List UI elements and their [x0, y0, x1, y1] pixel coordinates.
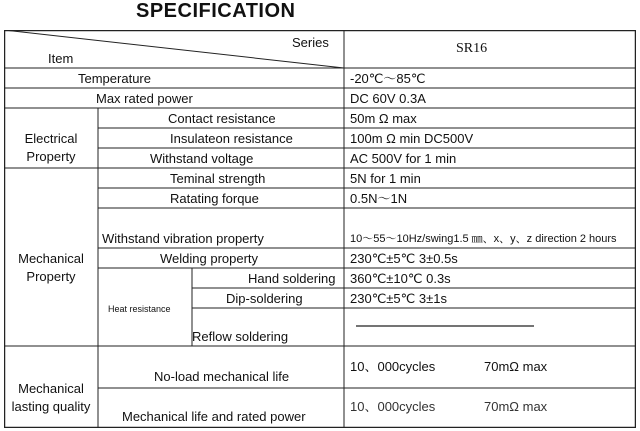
withstand-voltage-label: Withstand voltage [150, 151, 254, 166]
mechanical-group-label: Mechanical Property [18, 251, 84, 284]
rated-power-life-label: Mechanical life and rated power [122, 409, 306, 424]
welding-label: Welding property [160, 251, 259, 266]
hand-soldering-value: 360℃±10℃ 0.3s [350, 271, 451, 286]
reflow-soldering-label: Reflow soldering [192, 329, 289, 344]
insulation-resistance-label: Insulateon resistance [170, 131, 293, 146]
terminal-strength-label: Teminal strength [170, 171, 266, 186]
withstand-voltage-value: AC 500V for 1 min [350, 151, 457, 166]
insulation-resistance-value: 100m Ω min DC500V [350, 131, 474, 146]
temperature-value: -20℃～85℃ [350, 71, 426, 86]
contact-resistance-label: Contact resistance [168, 111, 276, 126]
contact-resistance-value: 50m Ω max [350, 111, 417, 126]
no-load-life-label: No-load mechanical life [154, 369, 290, 384]
hand-soldering-label: Hand soldering [248, 271, 336, 286]
vibration-value: 10～55～10Hz/swing1.5 ㎜、x、y、z direction 2 hours [350, 233, 617, 245]
rated-power-resistance: 70mΩ max [484, 399, 548, 414]
vibration-label: Withstand vibration property [102, 231, 264, 246]
no-load-resistance: 70mΩ max [484, 359, 548, 374]
spec-table [4, 30, 636, 428]
document-title: SPECIFICATION [136, 0, 296, 22]
rotating-torque-value: 0.5N～1N [350, 191, 408, 206]
dip-soldering-value: 230℃±5℃ 3±1s [350, 291, 447, 306]
rated-power-cycles: 10、000cycles [350, 399, 436, 414]
temperature-label: Temperature [78, 71, 151, 86]
rotating-torque-label: Ratating forque [170, 191, 259, 206]
welding-value: 230℃±5℃ 3±0.5s [350, 251, 458, 266]
no-load-cycles: 10、000cycles [350, 359, 436, 374]
series-value: SR16 [456, 41, 488, 56]
electrical-group-label: Electrical Property [24, 131, 78, 164]
item-label: Item [48, 51, 74, 66]
max-rated-power-label: Max rated power [96, 91, 193, 106]
terminal-strength-value: 5N for 1 min [350, 171, 421, 186]
series-label: Series [292, 35, 329, 50]
max-rated-power-value: DC 60V 0.3A [350, 91, 426, 106]
dip-soldering-label: Dip-soldering [226, 291, 303, 306]
lasting-group-label: Mechanical lasting quality [11, 381, 91, 414]
heat-resistance-label: Heat resistance [108, 304, 171, 314]
